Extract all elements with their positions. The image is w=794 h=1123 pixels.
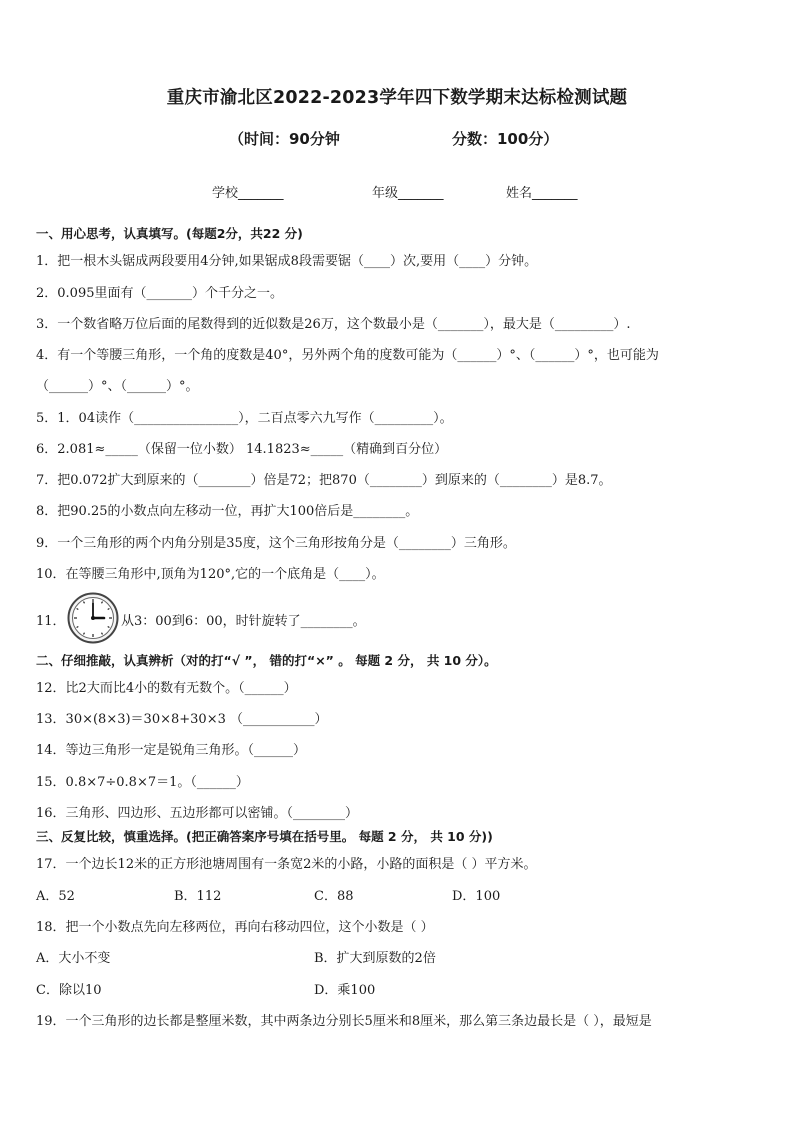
question-19: 19．一个三角形的边长都是整厘米数，其中两条边分别长5厘米和8厘米，那么第三条边最长是（ ），最短是 xyxy=(36,1014,652,1029)
question-10: 10．在等腰三角形中,顶角为120°,它的一个底角是（____）。 xyxy=(36,567,385,582)
question-11: 从3：00到6：00，时针旋转了________。 xyxy=(121,614,366,629)
section3-heading: 三、反复比较，慎重选择。(把正确答案序号填在括号里。 每题 2 分， 共 10 分)) xyxy=(36,829,493,844)
question-7: 7．把0.072扩大到原来的（________）倍是72；把870（________）到原来的（________）是8.7。 xyxy=(36,473,612,488)
question-3: 3．一个数省略万位后面的尾数得到的近似数是26万，这个数最小是（_______），最大是（_________）. xyxy=(36,317,631,332)
question-12: 12．比2大而比4小的数有无数个。（______） xyxy=(36,681,297,696)
question-4-line2: （______）°、（______）°。 xyxy=(36,379,199,394)
question-14: 14．等边三角形一定是锐角三角形。（______） xyxy=(36,743,307,758)
question-18: 18．把一个小数点先向左移两位，再向右移动四位，这个小数是（ ） xyxy=(36,920,434,935)
q17-option-a: A．52 xyxy=(36,889,75,904)
question-17: 17．一个边长12米的正方形池塘周围有一条宽2米的小路，小路的面积是（ ）平方米。 xyxy=(36,857,537,872)
exam-title: 重庆市渝北区2022-2023学年四下数学期末达标检测试题 xyxy=(166,88,628,108)
clock-icon xyxy=(67,592,119,644)
question-15: 15．0.8×7÷0.8×7＝1。（______） xyxy=(36,775,249,790)
question-13: 13．30×(8×3)＝30×8+30×3 （___________） xyxy=(36,712,328,727)
question-4-line1: 4．有一个等腰三角形，一个角的度数是40°，另外两个角的度数可能为（______）°、（______）°，也可能为 xyxy=(36,348,659,363)
exam-score: 分数：100分） xyxy=(452,130,559,148)
question-2: 2．0.095里面有（_______）个千分之一。 xyxy=(36,286,283,301)
q18-option-a: A．大小不变 xyxy=(36,951,111,966)
question-1: 1．把一根木头锯成两段要用4分钟,如果锯成8段需要锯（____）次,要用（____）分钟。 xyxy=(36,254,538,269)
question-8: 8．把90.25的小数点向左移动一位，再扩大100倍后是________。 xyxy=(36,504,419,519)
q17-option-b: B．112 xyxy=(174,889,222,904)
question-5: 5．1．04读作（________________），二百点零六九写作（_________）。 xyxy=(36,411,453,426)
q17-option-c: C．88 xyxy=(314,889,354,904)
question-9: 9．一个三角形的两个内角分别是35度，这个三角形按角分是（________）三角形。 xyxy=(36,536,516,551)
school-field: 学校_______ xyxy=(212,186,284,201)
grade-field: 年级_______ xyxy=(372,186,444,201)
q17-option-d: D．100 xyxy=(452,889,501,904)
section2-heading: 二、仔细推敲，认真辨析（对的打“√ ”， 错的打“×” 。 每题 2 分， 共 10 分）。 xyxy=(36,653,497,668)
question-6: 6．2.081≈_____（保留一位小数） 14.1823≈_____（精确到百分位） xyxy=(36,442,448,457)
exam-time: （时间：90分钟 xyxy=(229,130,340,148)
question-16: 16．三角形、四边形、五边形都可以密铺。（________） xyxy=(36,806,359,821)
q18-option-d: D．乘100 xyxy=(314,983,376,998)
question-11-number: 11． xyxy=(36,614,66,629)
q18-option-b: B．扩大到原数的2倍 xyxy=(314,951,436,966)
section1-heading: 一、用心思考，认真填写。(每题2分，共22 分) xyxy=(36,226,303,241)
name-field: 姓名_______ xyxy=(506,186,578,201)
q18-option-c: C．除以10 xyxy=(36,983,102,998)
